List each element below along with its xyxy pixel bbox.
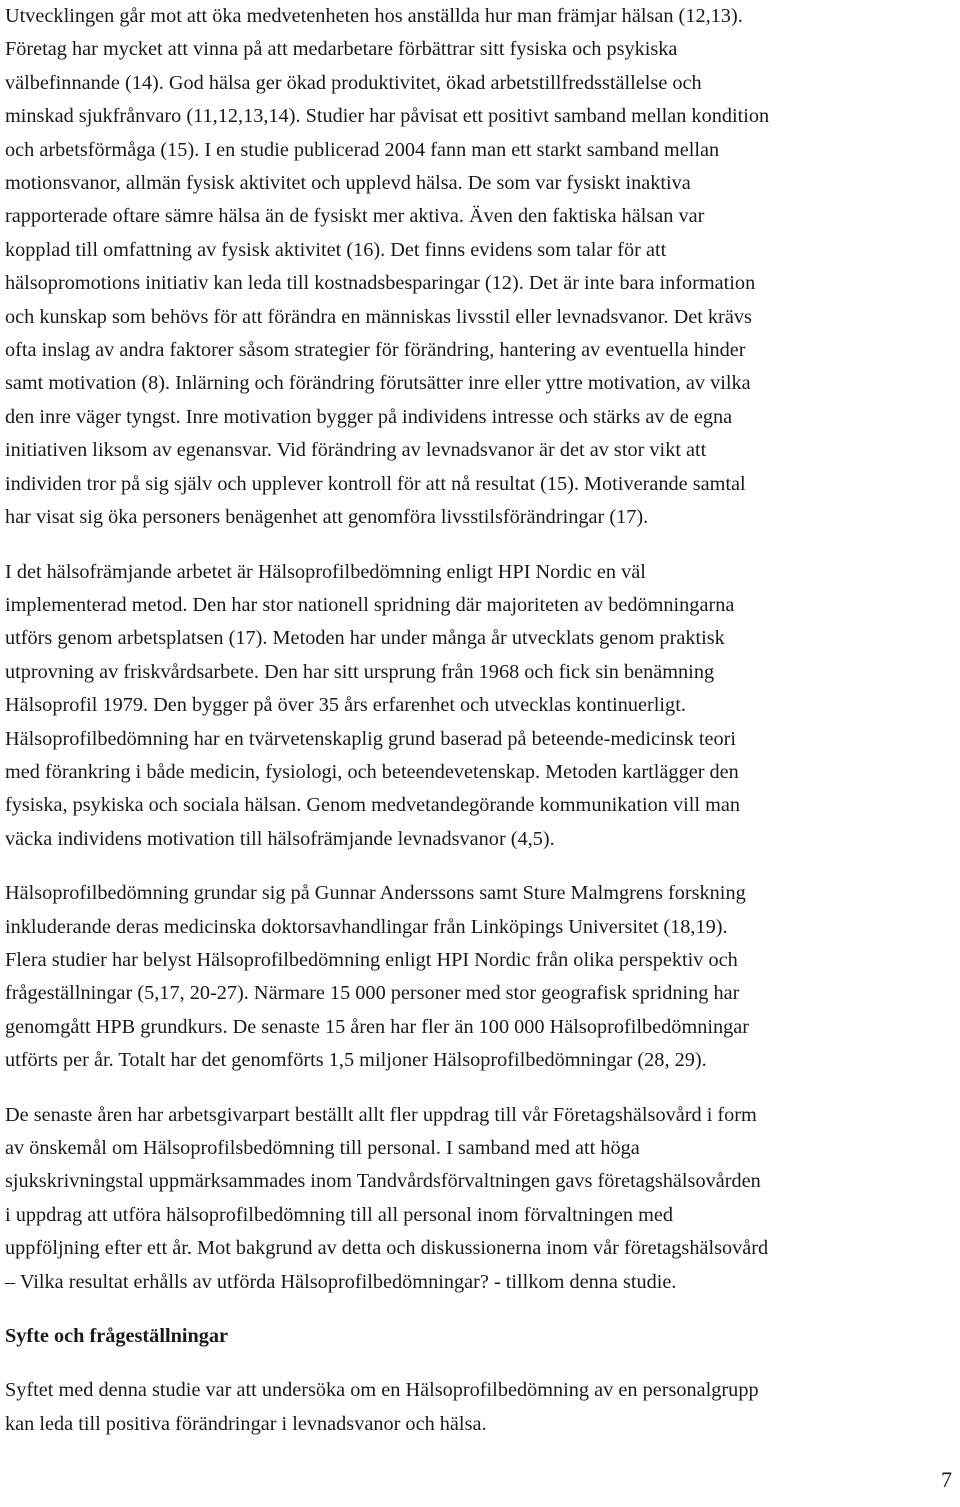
text-line: individen tror på sig själv och upplever kontroll för att nå resultat (15). Motiverande samtal xyxy=(5,472,746,495)
text-line: implementerad metod. Den har stor nationell spridning där majoriteten av bedömningarna xyxy=(5,593,735,616)
text-line: med förankring i både medicin, fysiologi, och beteendevetenskap. Metoden kartlägger den xyxy=(5,760,739,783)
text-line: – Vilka resultat erhålls av utförda Hälsoprofilbedömningar? - tillkom denna studie. xyxy=(5,1270,677,1293)
text-line: De senaste åren har arbetsgivarpart beställt allt fler uppdrag till vår Företagshälsovård i form xyxy=(5,1103,757,1126)
text-line: Hälsoprofil 1979. Den bygger på över 35 års erfarenhet och utvecklas kontinuerligt. xyxy=(5,694,686,717)
text-line: uppföljning efter ett år. Mot bakgrund av detta och diskussionerna inom vår företagshälsovård xyxy=(5,1237,769,1260)
paragraph-purpose xyxy=(5,1374,957,1441)
text-line: av önskemål om Hälsoprofilsbedömning till personal. I samband med att höga xyxy=(5,1137,640,1159)
text-line: Syftet med denna studie var att undersöka om en Hälsoprofilbedömning av en personalgrupp xyxy=(5,1379,759,1402)
text-line: ofta inslag av andra faktorer såsom strategier för förändring, hantering av eventuella hinder xyxy=(5,339,746,362)
text-line: välbefinnande (14). God hälsa ger ökad produktivitet, ökad arbetstillfredsställelse och xyxy=(5,71,702,94)
page-number: 7 xyxy=(941,1467,952,1492)
text-line: initiativen liksom av egenansvar. Vid förändring av levnadsvanor är det av stor vikt att xyxy=(5,439,707,462)
text-line: Hälsoprofilbedömning grundar sig på Gunnar Anderssons samt Sture Malmgrens forskning xyxy=(5,882,746,905)
text-line: i uppdrag att utföra hälsoprofilbedömning till all personal inom förvaltningen med xyxy=(5,1203,674,1226)
text-line: väcka individens motivation till hälsofrämjande levnadsvanor (4,5). xyxy=(5,827,555,850)
text-line: rapporterade oftare sämre hälsa än de fysiskt mer aktiva. Även den faktiska hälsan var xyxy=(5,205,705,228)
text-line: kopplad till omfattning av fysisk aktivitet (16). Det finns evidens som talar för att xyxy=(5,238,667,261)
document-page xyxy=(5,0,957,1441)
paragraph-4 xyxy=(5,1099,957,1299)
text-line: Hälsoprofilbedömning har en tvärvetenskaplig grund baserad på beteende-medicinsk teori xyxy=(5,727,737,750)
text-line: sjukskrivningstal uppmärksammades inom Tandvårdsförvaltningen gavs företagshälsovården xyxy=(5,1170,761,1193)
text-line: och arbetsförmåga (15). I en studie publicerad 2004 fann man ett starkt samband mellan xyxy=(5,138,720,161)
text-line: samt motivation (8). Inlärning och förändring förutsätter inre eller yttre motivation, av vilka xyxy=(5,372,751,395)
paragraph-3 xyxy=(5,877,957,1077)
paragraph-1 xyxy=(5,0,957,535)
section-heading: Syfte och frågeställningar xyxy=(5,1325,229,1348)
text-line: och kunskap som behövs för att förändra en människas livsstil eller levnadsvanor. Det krävs xyxy=(5,305,752,328)
text-line: Företag har mycket att vinna på att medarbetare förbättrar sitt fysiska och psykiska xyxy=(5,38,678,61)
text-line: genomgått HPB grundkurs. De senaste 15 åren har fler än 100 000 Hälsoprofilbedömningar xyxy=(5,1015,750,1038)
text-line: I det hälsofrämjande arbetet är Hälsoprofilbedömning enligt HPI Nordic en väl xyxy=(5,560,646,583)
text-line: inkluderande deras medicinska doktorsavhandlingar från Linköpings Universitet (18,19). xyxy=(5,915,728,938)
text-line: hälsopromotions initiativ kan leda till kostnadsbesparingar (12). Det är inte bara information xyxy=(5,272,756,295)
text-line: fysiska, psykiska och sociala hälsan. Genom medvetandegörande kommunikation vill man xyxy=(5,794,741,817)
text-line: frågeställningar (5,17, 20-27). Närmare 15 000 personer med stor geografisk spridning har xyxy=(5,982,740,1005)
text-line: utförts per år. Totalt har det genomförts 1,5 miljoner Hälsoprofilbedömningar (28, 29). xyxy=(5,1049,707,1072)
paragraph-2 xyxy=(5,556,957,857)
text-line: Utvecklingen går mot att öka medvetenheten hos anställda hur man främjar hälsan (12,13). xyxy=(5,5,743,27)
text-line: utprovning av friskvårdsarbete. Den har sitt ursprung från 1968 och fick sin benämning xyxy=(5,660,715,683)
text-line: har visat sig öka personers benägenhet att genomföra livsstilsförändringar (17). xyxy=(5,506,649,529)
text-line: den inre väger tyngst. Inre motivation bygger på individens intresse och stärks av de egna xyxy=(5,405,733,428)
text-line: Flera studier har belyst Hälsoprofilbedömning enligt HPI Nordic från olika perspektiv och xyxy=(5,948,738,971)
text-line: utförs genom arbetsplatsen (17). Metoden har under många år utvecklats genom praktisk xyxy=(5,627,725,650)
text-line: motionsvanor, allmän fysisk aktivitet och upplevd hälsa. De som var fysiskt inaktiva xyxy=(5,172,691,195)
text-line: kan leda till positiva förändringar i levnadsvanor och hälsa. xyxy=(5,1412,487,1435)
text-line: minskad sjukfrånvaro (11,12,13,14). Studier har påvisat ett positivt samband mellan kondition xyxy=(5,105,770,128)
